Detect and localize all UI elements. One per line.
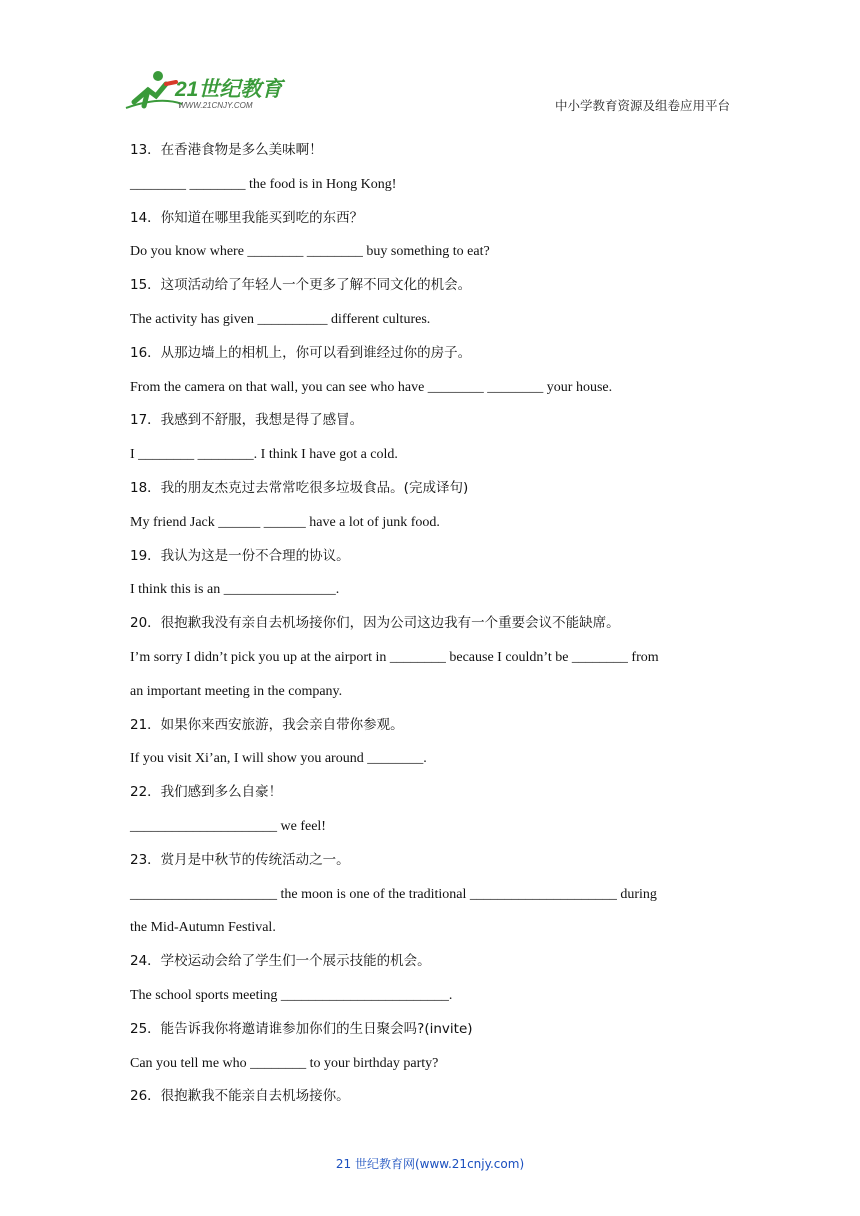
footer-source[interactable]: 21 世纪教育网(www.21cnjy.com) [335, 1157, 525, 1171]
question-item [130, 134, 730, 202]
question-item [130, 1080, 730, 1114]
answer-line: If you visit Xi’an, I will show you around ________. [130, 751, 427, 767]
question-item [130, 607, 730, 708]
question-item [130, 1013, 730, 1081]
answer-line: ________ ________ the food is in Hong Kong! [130, 176, 397, 192]
answer-line: Do you know where ________ ________ buy something to eat? [130, 244, 490, 260]
question-prompt: 18．我的朋友杰克过去常常吃很多垃圾食品。(完成译句) [130, 479, 469, 496]
question-item [130, 776, 730, 844]
question-prompt: 13．在香港食物是多么美味啊！ [130, 142, 323, 158]
question-prompt: 25．能告诉我你将邀请谁参加你们的生日聚会吗?(invite) [130, 1020, 473, 1037]
site-logo[interactable] [120, 66, 290, 116]
question-item [130, 844, 730, 945]
logo-url-text: WWW.21CNJY.COM [178, 101, 253, 110]
question-prompt: 19．我认为这是一份不合理的协议。 [130, 547, 350, 564]
question-prompt: 14．你知道在哪里我能买到吃的东西？ [130, 209, 364, 226]
question-prompt: 15．这项活动给了年轻人一个更多了解不同文化的机会。 [130, 277, 472, 294]
answer-line: I’m sorry I didn’t pick you up at the airport in ________ because I couldn’t be ________ from [130, 649, 659, 665]
question-prompt: 23．赏月是中秋节的传统活动之一。 [130, 851, 350, 868]
answer-line: I ________ ________. I think I have got a cold. [130, 447, 398, 463]
runner-logo-icon [120, 66, 290, 116]
answer-line: the Mid-Autumn Festival. [130, 920, 276, 936]
question-prompt: 24．学校运动会给了学生们一个展示技能的机会。 [130, 953, 431, 970]
question-prompt: 26．很抱歉我不能亲自去机场接你。 [130, 1088, 350, 1105]
question-item [130, 945, 730, 1013]
question-item [130, 404, 730, 472]
answer-line: _____________________ we feel! [130, 818, 326, 834]
answer-line: The school sports meeting ________________________. [130, 987, 453, 1003]
answer-line: My friend Jack ______ ______ have a lot of junk food. [130, 514, 440, 530]
answer-line: Can you tell me who ________ to your birthday party? [130, 1055, 439, 1071]
question-prompt: 17．我感到不舒服，我想是得了感冒。 [130, 412, 364, 429]
question-prompt: 20．很抱歉我没有亲自去机场接你们，因为公司这边我有一个重要会议不能缺席。 [130, 615, 620, 632]
logo-text: 21世纪教育 [175, 78, 283, 101]
question-prompt: 22．我们感到多么自豪！ [130, 784, 283, 801]
exercise-list [130, 134, 730, 1114]
question-item [130, 269, 730, 337]
page-header [120, 66, 730, 118]
question-prompt: 16．从那边墙上的相机上，你可以看到谁经过你的房子。 [130, 344, 472, 361]
question-item [130, 337, 730, 405]
question-item [130, 709, 730, 777]
question-item [130, 202, 730, 270]
answer-line: From the camera on that wall, you can see who have ________ ________ your house. [130, 379, 613, 395]
answer-line: I think this is an ________________. [130, 582, 340, 598]
answer-line: The activity has given __________ different cultures. [130, 311, 431, 327]
platform-tagline: 中小学教育资源及组卷应用平台 [554, 98, 730, 113]
answer-line: an important meeting in the company. [130, 683, 343, 699]
question-item [130, 472, 730, 540]
answer-line: _____________________ the moon is one of the traditional _____________________ during [130, 886, 657, 902]
question-prompt: 21．如果你来西安旅游，我会亲自带你参观。 [130, 716, 404, 733]
question-item [130, 540, 730, 608]
